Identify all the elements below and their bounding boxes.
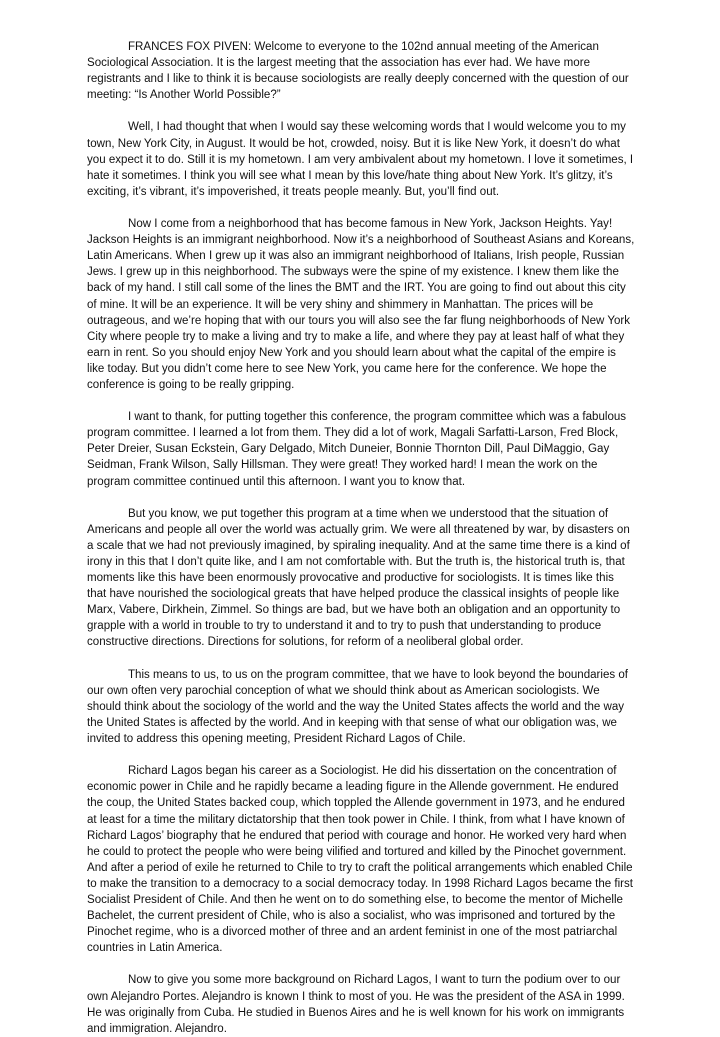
paragraph-look-beyond: This means to us, to us on the program committee, that we have to look beyond the boundaries of our own often very parochial conception of what we should think about as American sociologists. We should think about the sociology of the world and the way the United States affects the world and the way the United States is affected by the world. And in keeping with that sense of what our obligation was, we invited to address this opening meeting, President Richard Lagos of Chile. [87, 668, 629, 746]
paragraph-grim-situation: But you know, we put together this program at a time when we understood that the situation of Americans and people all over the world was actually grim. We were all threatened by war, by disasters on a scale that we had not previously imagined, by spiraling inequality. And at the same time there is a kind of irony in this that I don’t quite like, and I am not comfortable with. But the truth is, the historical truth is, that moments like this have been enormously provocative and productive for sociologists. It is times like this that have nourished the sociological greats that have helped produce the classical insights of people like Marx, Vabere, Dirkhein, Zimmel. So things are bad, but we have both an obligation and an opportunity to grapple with a world in trouble to try to understand it and to try to push that understanding to produce constructive directions. Directions for solutions, for reform of a neoliberal global order. [87, 507, 630, 649]
transcript-body [87, 39, 635, 1037]
paragraph-new-york: Well, I had thought that when I would say these welcoming words that I would welcome you to my town, New York City, in August. It would be hot, crowded, noisy. But it is like New York, it doesn’t do what you expect it to do. Still it is my hometown. I am very ambivalent about my hometown. I love it sometimes, I hate it sometimes. I think you will see what I mean by this love/hate thing about New York. It’s glitzy, it’s exciting, it’s vibrant, it’s impoverished, it treats people meanly. But, you’ll find out. [87, 121, 634, 198]
paragraph-richard-lagos: Richard Lagos began his career as a Sociologist. He did his dissertation on the concentration of economic power in Chile and he rapidly became a leading figure in the Allende government. He endured the coup, the United States backed coup, which toppled the Allende government in 1973, and he endured at least for a time the military dictatorship that then took power in Chile. I think, from what I have known of Richard Lagos’ biography that he endured that period with courage and honor. He worked very hard when he could to protect the people who were being vilified and tortured and killed by the Pinochet government. And after a period of exile he returned to Chile to try to craft the political arrangements which enabled Chile to make the transition to a democracy to a social democracy today. In 1998 Richard Lagos became the first Socialist President of Chile. And then he went on to do something else, to become the mentor of Michelle Bachelet, the current president of Chile, who is also a socialist, who was imprisoned and tortured by the Pinochet regime, who is a divorced mother of three and an ardent feminist in one of the most patriarchal countries in Latin America. [87, 765, 633, 955]
paragraph-welcome: FRANCES FOX PIVEN: Welcome to everyone to the 102nd annual meeting of the American Sociological Association. It is the largest meeting that the association has ever had. We have more registrants and I like to think it is because sociologists are really deeply concerned with the question of our meeting: “Is Another World Possible?” [87, 41, 629, 102]
paragraph-jackson-heights: Now I come from a neighborhood that has become famous in New York, Jackson Heights. Yay! Jackson Heights is an immigrant neighborhood. Now it’s a neighborhood of Southeast Asians and Koreans, Latin Americans. When I grew up it was also an immigrant neighborhood of Italians, Irish people, Russian Jews. I grew up in this neighborhood. The subways were the spine of my existence. I knew them like the back of my hand. I still call some of the lines the BMT and the IRT. You are going to find out about this city of mine. It will be an experience. It will be very shiny and shimmery in Manhattan. The prices will be outrageous, and we’re hoping that with our tours you will also see the far flung neighborhoods of New York City where people try to make a living and try to make a life, and where they pay at least half of what they earn in rent. So you should enjoy New York and you should learn about what the capital of the empire is like today. But you didn’t come here to see New York, you came here for the conference. We hope the conference is going to be really gripping. [87, 218, 635, 391]
paragraph-program-committee: I want to thank, for putting together this conference, the program committee which was a fabulous program committee. I learned a lot from them. They did a lot of work, Magali Sarfatti-Larson, Fred Block, Peter Dreier, Susan Eckstein, Gary Delgado, Mitch Duneier, Bonnie Thornton Dill, Paul DiMaggio, Gay Seidman, Frank Wilson, Sally Hillsman. They were great! They worked hard! I mean the work on the program committee continued until this afternoon. I want you to know that. [87, 411, 627, 488]
paragraph-alejandro-portes: Now to give you some more background on Richard Lagos, I want to turn the podium over to our own Alejandro Portes. Alejandro is known I think to most of you. He was the president of the ASA in 1999. He was originally from Cuba. He studied in Buenos Aires and he is well known for his work on immigrants and immigration. Alejandro. [87, 974, 625, 1035]
